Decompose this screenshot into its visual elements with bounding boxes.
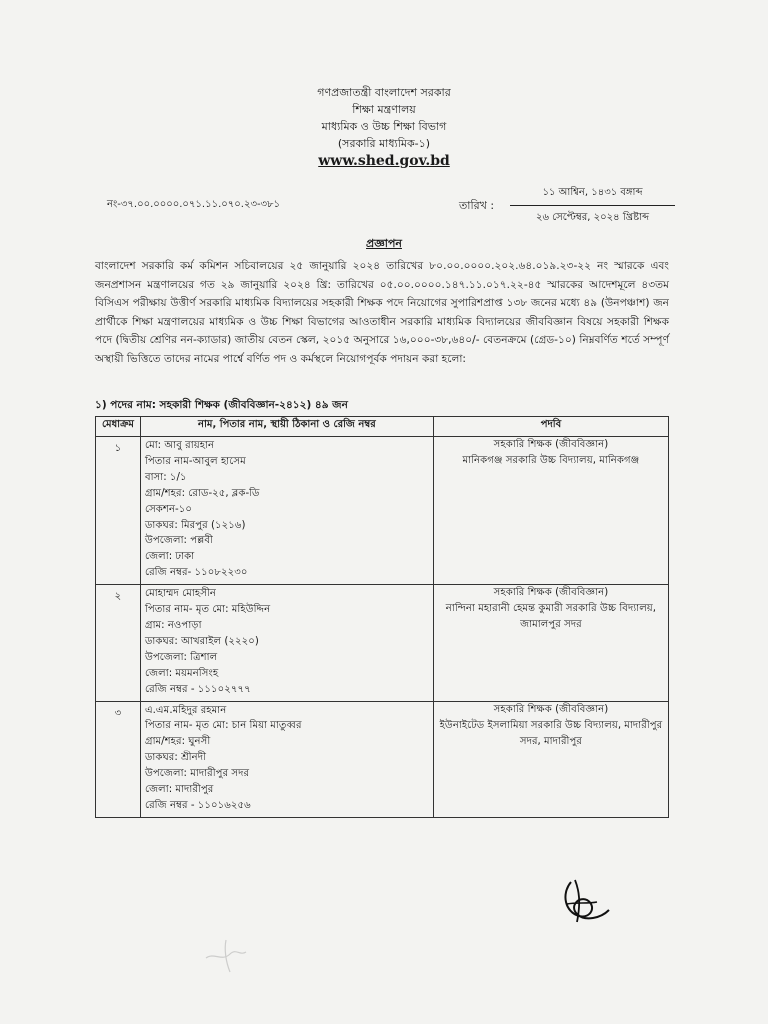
table-row	[96, 701, 669, 817]
detail-line: ডাকঘর: মিরপুর (১২১৬)	[144, 519, 246, 531]
division-name: মাধ্যমিক ও উচ্চ শিক্ষা বিভাগ	[321, 120, 447, 133]
merit-serial: ১	[96, 437, 141, 585]
detail-line: গ্রাম/শহর: রোড-২৫, ব্লক-ডি	[144, 487, 260, 499]
notice-title: প্রজ্ঞাপন	[366, 237, 402, 250]
detail-line: জেলা: ঢাকা	[144, 551, 195, 563]
letterhead	[0, 84, 768, 170]
table-header-row	[96, 417, 669, 437]
date-bangla: ১১ আশ্বিন, ১৪৩১ বঙ্গাব্দ	[510, 185, 675, 206]
detail-line: বাসা: ১/১	[144, 471, 187, 483]
header-post: পদবি	[433, 417, 668, 437]
posting-cell	[433, 701, 668, 817]
posting-cell	[433, 585, 668, 701]
detail-line: পিতার নাম-আবুল হাসেম	[144, 455, 246, 467]
detail-line: গ্রাম/শহর: ঘুনসী	[144, 736, 211, 748]
memo-number: নং-৩৭.০০.০০০০.০৭১.১১.০৭০.২৩-৩৮১	[107, 199, 281, 210]
header-merit: মেধাক্রম	[96, 417, 141, 437]
detail-line: ডাকঘর: আখরাইল (২২২০)	[144, 635, 259, 647]
candidate-details	[140, 437, 433, 585]
notice-body: বাংলাদেশ সরকারি কর্ম কমিশন সচিবালয়ের ২৫ জানুয়ারি ২০২৪ তারিখের ৮০.০০.০০০০.২০২.৬৪.০১৯.২৩-২২ নং স্মারকে এবং জনপ্রশাসন মন্ত্রণালয়ের গত ২৯ জানুয়ারি ২০২৪ খ্রি: তারিখের ০৫.০০.০০০০.১৪৭.১১.০১৭.২২-৪৫ স্মারকের আদেশমূলে ৪৩তম বিসিএস পরীক্ষায় উত্তীর্ণ সরকারি মাধ্যমিক বিদ্যালয়ের সহকারী শিক্ষক পদে নিয়োগের সুপারিশপ্রাপ্ত ১৩৮ জনের মধ্যে ৪৯ (উনপঞ্চাশ) জন প্রার্থীকে শিক্ষা মন্ত্রণালয়ের মাধ্যমিক ও উচ্চ শিক্ষা বিভাগের আওতাধীন সরকারি মাধ্যমিক বিদ্যালয়ের জীববিজ্ঞান বিষয়ে সহকারী শিক্ষক পদে (দ্বিতীয় শ্রেণির নন-ক্যাডার) জাতীয় বেতন স্কেল, ২০১৫ অনুসারে ১৬,০০০-৩৮,৬৪০/- বেতনক্রমে (গ্রেড-১০) নিম্নবর্ণিত শর্তে সম্পূর্ণ অস্থায়ী ভিত্তিতে তাদের নামের পার্শ্বে বর্ণিত পদ ও কর্মস্থলে নিয়োগপূর্বক পদায়ন করা হলো:	[95, 260, 669, 365]
merit-serial: ২	[96, 585, 141, 701]
detail-line: গ্রাম: নওপাড়া	[144, 619, 202, 631]
institution-name: মানিকগঞ্জ সরকারি উচ্চ বিদ্যালয়, মানিকগঞ্জ	[462, 455, 640, 466]
detail-line: পিতার নাম- মৃত মো: মহিউদ্দিন	[144, 604, 271, 616]
detail-line: রেজি নম্বর - ১১০১৬২৫৬	[144, 799, 251, 811]
detail-line: মো: আবু রায়হান	[144, 440, 215, 451]
signature-mark	[557, 872, 613, 928]
detail-line: এ.এম.মহিদুর রহমান	[144, 704, 227, 716]
candidate-details	[140, 701, 433, 817]
detail-line: রেজি নম্বর - ১১১০২৭৭৭	[144, 683, 251, 695]
header-details: নাম, পিতার নাম, স্থায়ী ঠিকানা ও রেজি নম্বর	[140, 417, 433, 437]
detail-line: রেজি নম্বর- ১১০৮২২৩০	[144, 567, 248, 579]
posting-cell	[433, 437, 668, 585]
date-label: তারিখ :	[459, 199, 495, 212]
detail-line: জেলা: ময়মনসিংহ	[144, 667, 219, 679]
section-heading: ১) পদের নাম: সহকারী শিক্ষক (জীববিজ্ঞান-২৪১২) ৪৯ জন	[95, 399, 348, 411]
detail-line: উপজেলা: ত্রিশাল	[144, 651, 218, 663]
detail-line: ডাকঘর: শ্রীনদী	[144, 752, 207, 764]
detail-line: উপজেলা: মাদারীপুর সদর	[144, 768, 250, 780]
post-title: সহকারি শিক্ষক (জীববিজ্ঞান)	[493, 587, 609, 599]
candidate-details	[140, 585, 433, 701]
detail-line: সেকশন-১০	[144, 503, 192, 515]
merit-serial: ৩	[96, 701, 141, 817]
detail-line: মোহাম্মদ মোহসীন	[144, 588, 216, 600]
institution-name: নান্দিনা মহারানী হেমন্ত কুমারী সরকারি উচ্চ বিদ্যালয়, জামালপুর সদর	[445, 603, 657, 631]
faint-initial-mark	[200, 934, 252, 976]
table-row	[96, 437, 669, 585]
table-row	[96, 585, 669, 701]
section-name: (সরকারি মাধ্যমিক-১)	[337, 137, 431, 150]
appointment-table	[95, 416, 669, 818]
date-block	[510, 185, 675, 227]
website-link[interactable]: www.shed.gov.bd	[318, 153, 450, 169]
post-title: সহকারি শিক্ষক (জীববিজ্ঞান)	[493, 703, 609, 715]
post-title: সহকারি শিক্ষক (জীববিজ্ঞান)	[493, 439, 609, 450]
institution-name: ইউনাইটেড ইসলামিয়া সরকারি উচ্চ বিদ্যালয়, মাদারীপুর সদর, মাদারীপুর	[439, 719, 663, 747]
ministry-name: শিক্ষা মন্ত্রণালয়	[352, 103, 416, 116]
date-english: ২৬ সেপ্টেম্বর, ২০২৪ খ্রিষ্টাব্দ	[535, 212, 650, 223]
detail-line: পিতার নাম- মৃত মো: চান মিয়া মাতুব্বর	[144, 720, 302, 732]
detail-line: জেলা: মাদারীপুর	[144, 784, 214, 796]
government-name: গণপ্রজাতন্ত্রী বাংলাদেশ সরকার	[317, 86, 451, 99]
detail-line: উপজেলা: পল্লবী	[144, 535, 213, 547]
